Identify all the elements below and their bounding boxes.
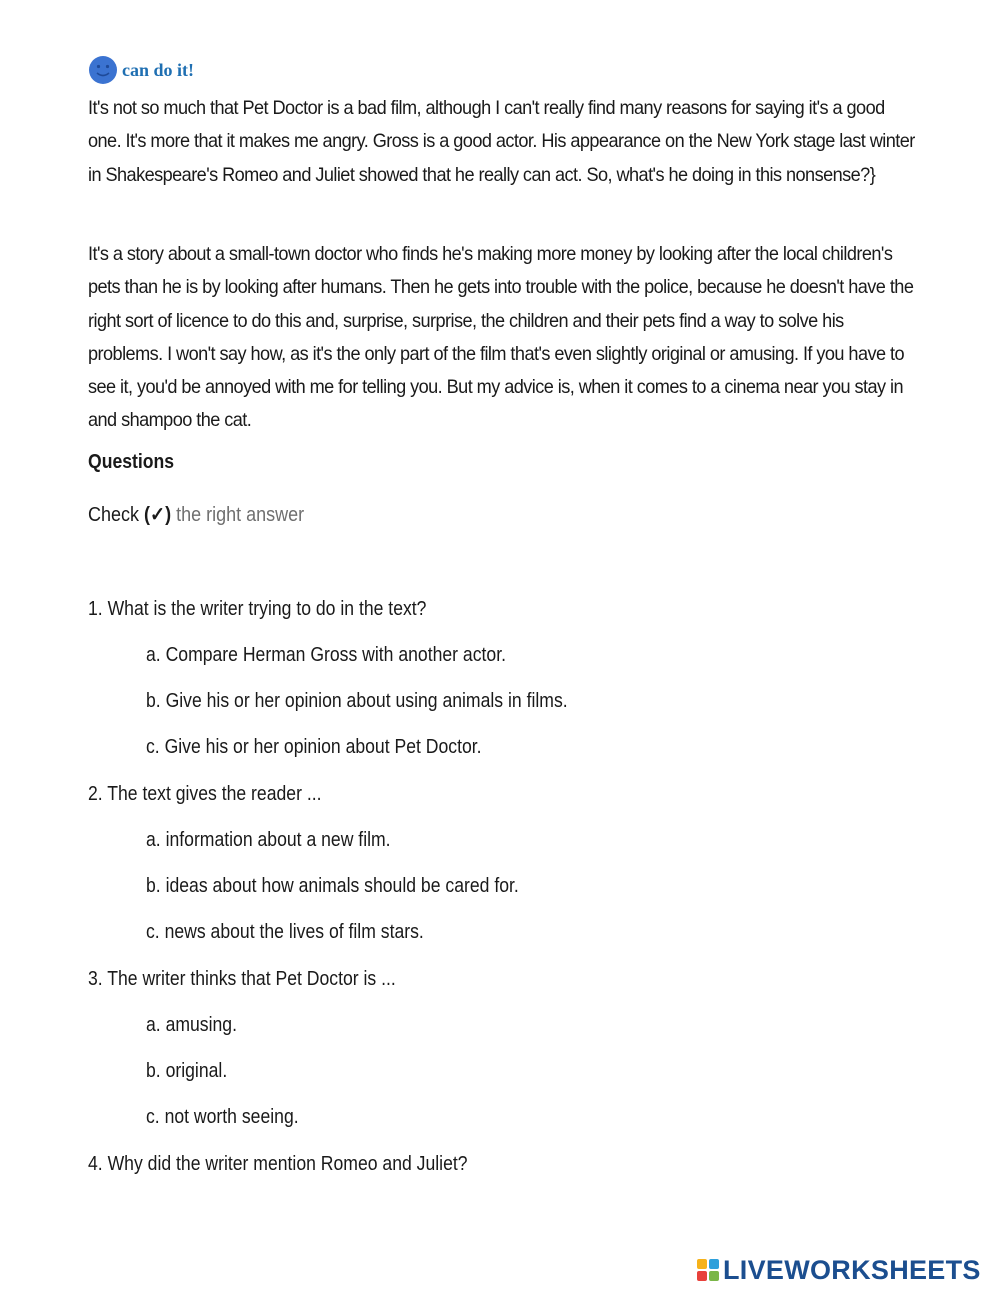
- check-mark-icon: (✓): [144, 504, 172, 526]
- logo-text: LIVEWORKSHEETS: [723, 1254, 981, 1285]
- question-4: 4. Why did the writer mention Romeo and Juliet?: [88, 1153, 468, 1175]
- question-3-option-b[interactable]: b. original.: [146, 1060, 228, 1082]
- passage-paragraph-2: It's a story about a small-town doctor who finds he's making more money by looking after the local children's pets than he is by looking after humans. Then he gets into trouble with the police, because he doesn't have the right sort of licence to do this and, surprise, surprise, the children and their pets find a way to solve his problems. I won't say how, as it's the only part of the film that's even slightly original or amusing. If you have to see it, you'd be annoyed with me for telling you. But my advice is, when it comes to a cinema near you stay in and shampoo the cat.: [88, 243, 914, 432]
- question-1-option-c[interactable]: c. Give his or her opinion about Pet Doctor.: [146, 736, 482, 758]
- question-2-option-b[interactable]: b. ideas about how animals should be cared for.: [146, 875, 519, 897]
- question-3: 3. The writer thinks that Pet Doctor is ...: [88, 968, 396, 990]
- question-2-option-c[interactable]: c. news about the lives of film stars.: [146, 921, 424, 943]
- question-2: 2. The text gives the reader ...: [88, 783, 322, 805]
- passage-paragraph-1: It's not so much that Pet Doctor is a bad film, although I can't really find many reasons for saying it's a good one. It's more that it makes me angry. Gross is a good actor. His appearance on the New York stage last winter in Shakespeare's Romeo and Juliet showed that he really can act. So, what's he doing in this nonsense?}: [88, 97, 915, 186]
- liveworksheets-logo-icon: [697, 1259, 719, 1281]
- question-1-option-a[interactable]: a. Compare Herman Gross with another actor.: [146, 644, 506, 666]
- question-1: 1. What is the writer trying to do in the text?: [88, 598, 427, 620]
- question-3-option-a[interactable]: a. amusing.: [146, 1014, 237, 1036]
- header: [88, 56, 194, 84]
- instruction-check-label: Check: [88, 504, 140, 526]
- questions-heading: Questions: [88, 451, 175, 473]
- question-3-option-c[interactable]: c. not worth seeing.: [146, 1106, 299, 1128]
- header-text: can do it!: [122, 59, 194, 80]
- smiley-icon: [88, 55, 118, 85]
- instruction: [88, 502, 304, 527]
- instruction-rest: the right answer: [176, 504, 305, 526]
- question-2-option-a[interactable]: a. information about a new film.: [146, 829, 391, 851]
- footer-logo[interactable]: [697, 1254, 981, 1286]
- question-1-option-b[interactable]: b. Give his or her opinion about using animals in films.: [146, 690, 568, 712]
